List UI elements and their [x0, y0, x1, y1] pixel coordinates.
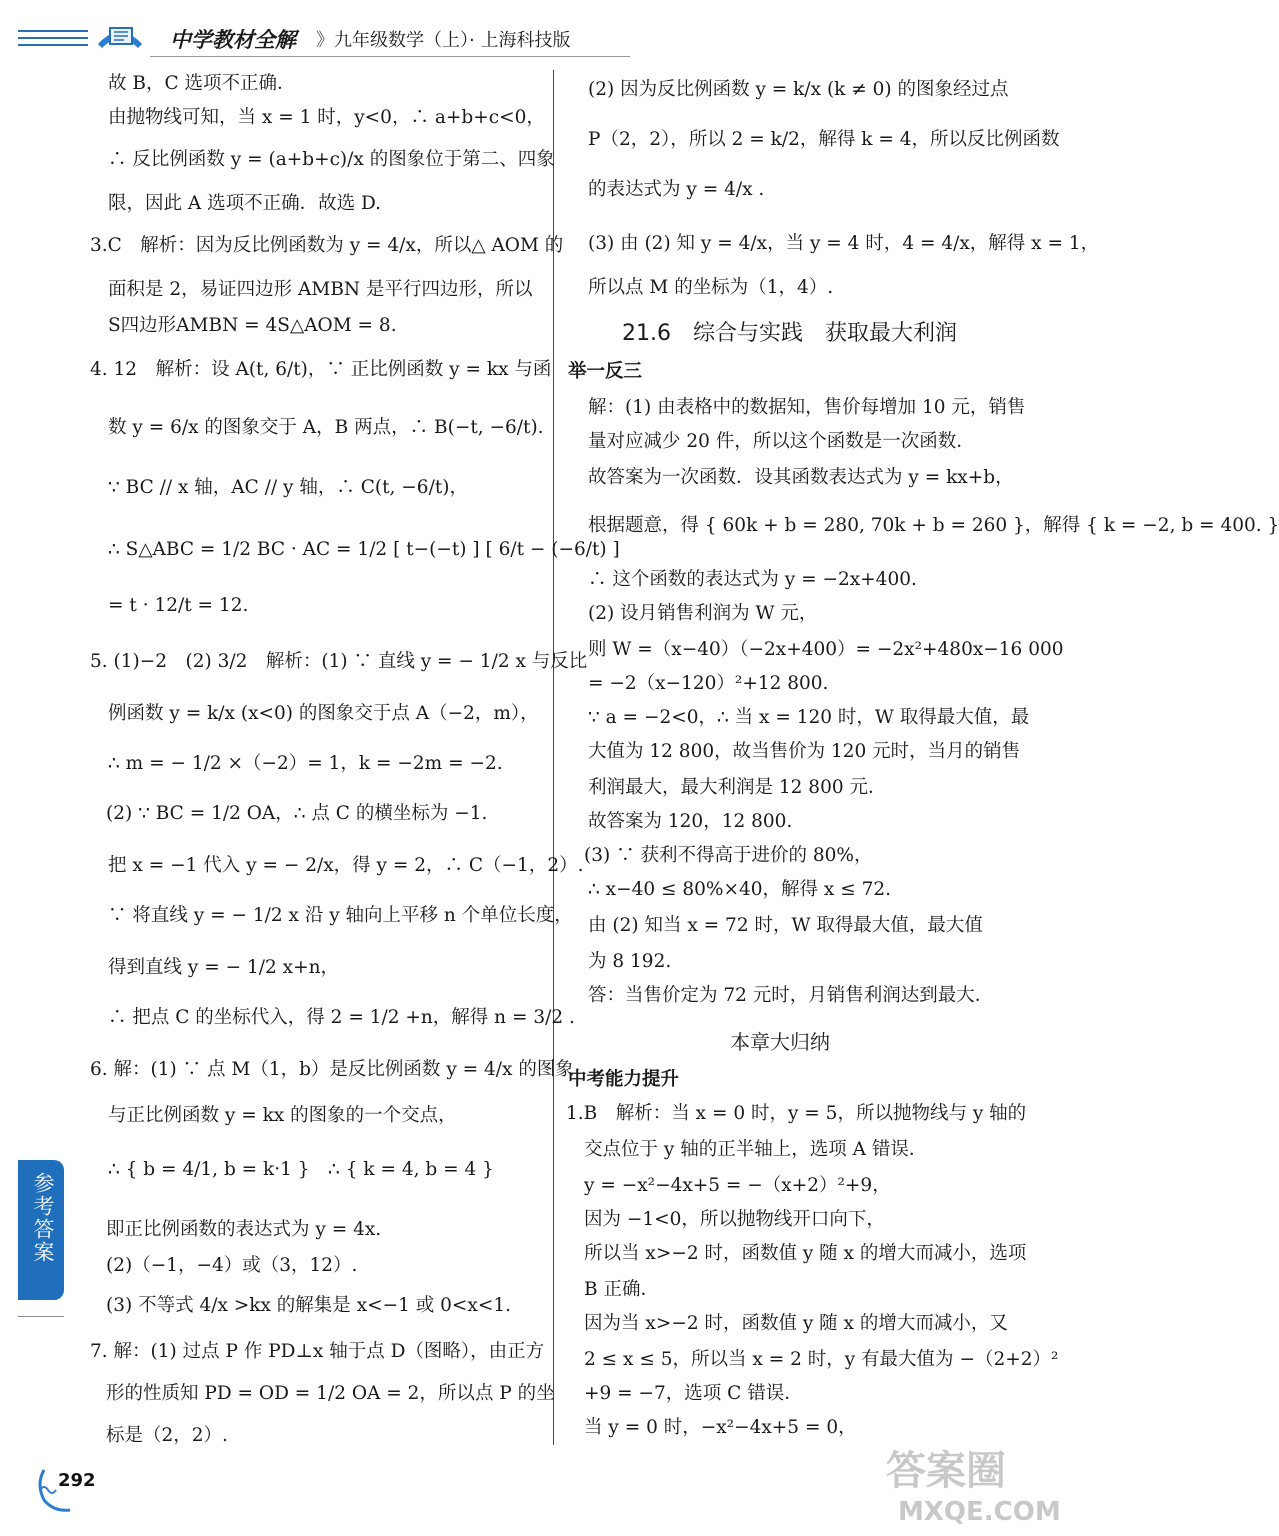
- text-line: (3) ∵ 获利不得高于进价的 80%，: [584, 845, 873, 866]
- book-logo-icon: [92, 14, 148, 54]
- text-line: 为 8 192.: [588, 951, 672, 972]
- header-decoration-lines: [18, 30, 88, 51]
- text-line: +9 = −7，选项 C 错误．: [584, 1383, 803, 1404]
- text-line: ∴ 这个函数的表达式为 y = −2x+400.: [588, 569, 917, 590]
- text-line: 大值为 12 800，故当售价为 120 元时，当月的销售: [588, 741, 1021, 762]
- subsection-heading: 举一反三: [568, 361, 643, 382]
- answer-4: 4. 12 解析：设 A(t, 6/t)，∵ 正比例函数 y = kx 与函: [90, 359, 552, 380]
- text-line: (2)（−1，−4）或（3，12）.: [106, 1255, 358, 1276]
- text-line: 则 W =（x−40）（−2x+400）= −2x²+480x−16 000: [588, 639, 1064, 660]
- text-line: ∴ m = − 1/2 ×（−2）= 1，k = −2m = −2.: [108, 753, 503, 774]
- equation-system: 根据题意，得 { 60k + b = 280, 70k + b = 260 }，解得 { k = −2, b = 400. }: [588, 515, 1279, 536]
- book-title: 中学教材全解: [170, 28, 296, 52]
- text-line: ∵ a = −2<0，∴ 当 x = 120 时，W 取得最大值，最: [588, 707, 1030, 728]
- text-line: 标是（2，2）.: [106, 1425, 228, 1446]
- text-line: 与正比例函数 y = kx 的图象的一个交点，: [108, 1105, 457, 1126]
- text-line: 故答案为一次函数．设其函数表达式为 y = kx+b，: [588, 467, 1014, 488]
- answer-5: 5. (1)−2 (2) 3/2 解析：(1) ∵ 直线 y = − 1/2 x 与反比: [90, 651, 588, 672]
- answer-6: 6. 解：(1) ∵ 点 M（1，b）是反比例函数 y = 4/x 的图象: [90, 1059, 574, 1080]
- text-line: 限，因此 A 选项不正确．故选 D.: [108, 193, 382, 214]
- text-line: ∴ 反比例函数 y = (a+b+c)/x 的图象位于第二、四象: [108, 149, 555, 170]
- text-line: 的表达式为 y = 4/x .: [588, 179, 765, 200]
- text-line: 2 ≤ x ≤ 5，所以当 x = 2 时，y 有最大值为 −（2+2）²: [584, 1349, 1059, 1370]
- text-line: 数 y = 6/x 的图象交于 A，B 两点，∴ B(−t, −6/t).: [108, 417, 544, 438]
- answer-7: 7. 解：(1) 过点 P 作 PD⊥x 轴于点 D（图略），由正方: [90, 1341, 545, 1362]
- text-line: 由 (2) 知当 x = 72 时，W 取得最大值，最大值: [588, 915, 983, 936]
- text-line: 当 y = 0 时，−x²−4x+5 = 0，: [584, 1417, 857, 1438]
- section-title: 21.6 综合与实践 获取最大利润: [622, 321, 957, 346]
- text-line: 即正比例函数的表达式为 y = 4x.: [106, 1219, 382, 1240]
- subsection-heading: 中考能力提升: [568, 1069, 680, 1090]
- text-line: 量对应减少 20 件，所以这个函数是一次函数．: [588, 431, 975, 452]
- text-line: = −2（x−120）²+12 800.: [588, 673, 829, 694]
- text-line: 利润最大，最大利润是 12 800 元．: [588, 777, 887, 798]
- text-line: 所以当 x>−2 时，函数值 y 随 x 的增大而减小，选项: [584, 1243, 1027, 1264]
- text-line: 例函数 y = k/x (x<0) 的图象交于点 A（−2，m），: [108, 703, 539, 724]
- answer-1: 1.B 解析：当 x = 0 时，y = 5，所以抛物线与 y 轴的: [566, 1103, 1027, 1124]
- page-number: 292: [58, 1470, 96, 1491]
- text-line: (2) ∵ BC = 1/2 OA，∴ 点 C 的横坐标为 −1.: [106, 803, 488, 824]
- page-header: [0, 0, 1068, 58]
- answer-3: 3.C 解析：因为反比例函数为 y = 4/x，所以△ AOM 的: [90, 235, 564, 256]
- text-line: B 正确．: [584, 1279, 659, 1300]
- side-tab-answers: [18, 1160, 64, 1300]
- text-line: 形的性质知 PD = OD = 1/2 OA = 2，所以点 P 的坐: [106, 1383, 555, 1404]
- text-line: ∵ BC // x 轴，AC // y 轴，∴ C(t, −6/t)，: [108, 477, 468, 498]
- text-line: 故答案为 120，12 800.: [588, 811, 793, 832]
- text-line: ∴ S△ABC = 1/2 BC · AC = 1/2 [ t−(−t) ] [ 6/t − (−6/t) ]: [108, 539, 620, 560]
- svg-text:MXQE.COM: MXQE.COM: [898, 1497, 1061, 1527]
- text-line: 把 x = −1 代入 y = − 2/x，得 y = 2，∴ C（−1，2）.: [108, 855, 584, 876]
- side-tab-rule: [18, 1316, 64, 1317]
- text-line: 解：(1) 由表格中的数据知，售价每增加 10 元，销售: [588, 397, 1026, 418]
- text-line: 交点位于 y 轴的正半轴上，选项 A 错误．: [584, 1139, 928, 1160]
- text-line: 面积是 2，易证四边形 AMBN 是平行四边形，所以: [108, 279, 533, 300]
- text-line: = t · 12/t = 12.: [108, 595, 249, 616]
- text-line: ∴ { b = 4/1, b = k·1 } ∴ { k = 4, b = 4 }: [108, 1159, 494, 1180]
- text-line: ∴ x−40 ≤ 80%×40，解得 x ≤ 72.: [588, 879, 892, 900]
- text-line: (3) 由 (2) 知 y = 4/x，当 y = 4 时，4 = 4/x，解得 x = 1，: [588, 233, 1100, 254]
- text-line: 因为 −1<0，所以抛物线开口向下，: [584, 1209, 885, 1230]
- text-line: 得到直线 y = − 1/2 x+n，: [108, 957, 339, 978]
- text-line: y = −x²−4x+5 = −（x+2）²+9，: [584, 1175, 891, 1196]
- chapter-summary-title: 本章大归纳: [730, 1030, 830, 1054]
- text-line: 答：当售价定为 72 元时，月销售利润达到最大．: [588, 985, 994, 1006]
- text-line: ∵ 将直线 y = − 1/2 x 沿 y 轴向上平移 n 个单位长度，: [108, 905, 573, 926]
- text-line: 所以点 M 的坐标为（1，4）.: [588, 277, 834, 298]
- text-line: 故 B，C 选项不正确．: [108, 73, 296, 94]
- side-tab-label: 参考答案: [31, 1172, 55, 1264]
- text-line: S四边形AMBN = 4S△AOM = 8.: [108, 315, 397, 336]
- text-line: P（2，2），所以 2 = k/2，解得 k = 4，所以反比例函数: [588, 129, 1060, 150]
- text-line: (2) 设月销售利润为 W 元，: [588, 603, 818, 624]
- text-line: (3) 不等式 4/x >kx 的解集是 x<−1 或 0<x<1.: [106, 1295, 512, 1316]
- book-subtitle: 》九年级数学（上）· 上海科技版: [316, 30, 571, 51]
- svg-text:答案圈: 答案圈: [886, 1448, 1006, 1494]
- text-line: (2) 因为反比例函数 y = k/x (k ≠ 0) 的图象经过点: [588, 79, 1009, 100]
- text-line: ∴ 把点 C 的坐标代入，得 2 = 1/2 +n，解得 n = 3/2 .: [108, 1007, 575, 1028]
- column-divider: [553, 70, 554, 1445]
- header-rule: [150, 56, 630, 57]
- text-line: 因为当 x>−2 时，函数值 y 随 x 的增大而减小，又: [584, 1313, 1008, 1334]
- text-line: 由抛物线可知，当 x = 1 时，y<0，∴ a+b+c<0，: [108, 107, 545, 128]
- watermark-logo: [876, 1440, 1061, 1530]
